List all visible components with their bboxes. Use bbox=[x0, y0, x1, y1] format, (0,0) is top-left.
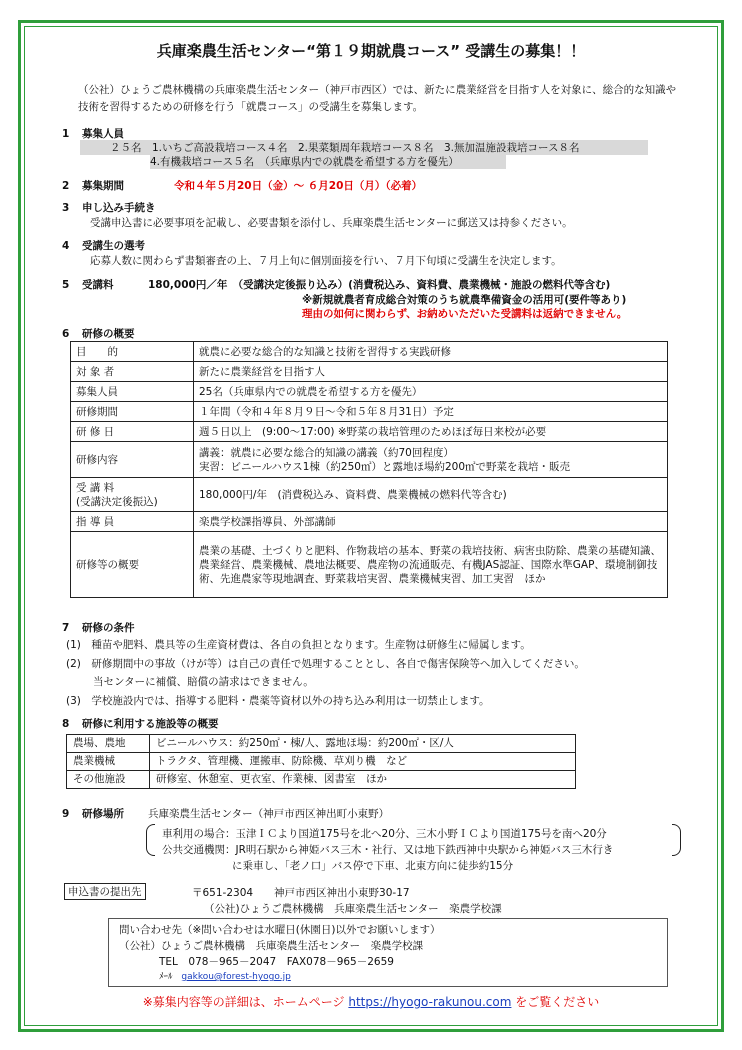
tuition-note: ※新規就農者育成総合対策のうち就農準備資金の活用可(要件等あり) bbox=[302, 294, 627, 306]
application-postal: 〒651-2304 神戸市西区神出小東野30-17 bbox=[192, 887, 410, 899]
access-transit-cont: に乗車し、「老ノ口」バス停で下車、北東方向に徒歩約15分 bbox=[232, 860, 514, 872]
right-brace bbox=[672, 824, 681, 856]
table-row bbox=[71, 402, 668, 422]
table-row bbox=[71, 532, 668, 598]
overview-key: 目 的 bbox=[71, 342, 194, 362]
table-row bbox=[71, 362, 668, 382]
section-7-heading: 7 研修の条件 bbox=[62, 622, 135, 634]
overview-key: 研 修 日 bbox=[71, 422, 194, 442]
section-6-heading: 6 研修の概要 bbox=[62, 328, 135, 340]
table-row bbox=[71, 342, 668, 362]
condition-2: (2) 研修期間中の事故（けが等）は自己の責任で処理することとし、各自で傷害保険等へ加入してください。 bbox=[66, 658, 585, 670]
course-lecture: 講義：就農に必要な総合的知識の講義（約70回程度） bbox=[199, 446, 454, 459]
table-row bbox=[71, 382, 668, 402]
overview-key: 研修内容 bbox=[71, 442, 194, 478]
course-practice: 実習：ビニールハウス1棟（約250㎡）と露地ほ場約200㎡で野菜を栽培・販売 bbox=[199, 460, 571, 473]
overview-key: 研修期間 bbox=[71, 402, 194, 422]
table-row bbox=[71, 422, 668, 442]
mail-label: ﾒｰﾙ bbox=[159, 972, 173, 982]
table-row bbox=[67, 771, 576, 789]
footer-pre: ※募集内容等の詳細は、ホームページ bbox=[142, 995, 345, 1009]
facility-key: 農業機械 bbox=[67, 753, 150, 771]
application-org: （公社)ひょうご農林機構 兵庫楽農生活センター 楽農学校課 bbox=[204, 903, 502, 915]
page-title: 兵庫楽農生活センター“第１９期就農コース” 受講生の募集！！ bbox=[156, 42, 586, 60]
overview-key: 指 導 員 bbox=[71, 512, 194, 532]
facility-key: その他施設 bbox=[67, 771, 150, 789]
selection-text: 応募人数に関わらず書類審査の上、７月上旬に個別面接を行い、７月下旬頃に受講生を決定します。 bbox=[90, 255, 562, 267]
overview-value: 楽農学校課指導員、外部講師 bbox=[194, 512, 668, 532]
location-name: 兵庫楽農生活センター（神戸市西区神出町小東野） bbox=[148, 808, 390, 820]
procedure-text: 受講申込書に必要事項を記載し、必要書類を添付し、兵庫楽農生活センターに郵送又は持参ください。 bbox=[90, 217, 573, 229]
contact-email-link[interactable]: gakkou@forest-hyogo.jp bbox=[181, 972, 291, 982]
contact-tel: TEL 078－965－2047 FAX078－965－2659 bbox=[159, 956, 394, 968]
table-row bbox=[71, 512, 668, 532]
overview-key-line2: (受講決定後振込) bbox=[76, 495, 158, 508]
footer-note bbox=[60, 993, 682, 1010]
overview-value: 就農に必要な総合的な知識と技術を習得する実践研修 bbox=[194, 342, 668, 362]
overview-value bbox=[194, 442, 668, 478]
homepage-link[interactable]: https://hyogo-rakunou.com bbox=[348, 995, 512, 1009]
contact-org: （公社）ひょうご農林機構 兵庫楽農生活センター 楽農学校課 bbox=[119, 940, 424, 952]
footer-post: をご覧ください bbox=[515, 995, 600, 1009]
table-row bbox=[71, 442, 668, 478]
overview-value: 25名（兵庫県内での就農を希望する方を優先） bbox=[194, 382, 668, 402]
application-period: 令和４年５月20日（金）～ ６月20日（月）（必着） bbox=[174, 180, 423, 192]
facility-value: 研修室、休憩室、更衣室、作業棟、図書室 ほか bbox=[150, 771, 576, 789]
condition-2-cont: 当センターに補償、賠償の請求はできません。 bbox=[93, 676, 314, 688]
overview-value: 農業の基礎、土づくりと肥料、作物栽培の基本、野菜の栽培技術、病害虫防除、農業の基礎知識、農業経営、農業機械、農地法概要、農産物の流通販売、有機JAS認証、国際水準GAP、環境制御技術、先進農家等現地調査、野菜栽培実習、農業機械実習、加工実習 ほか bbox=[194, 532, 668, 598]
table-row bbox=[71, 478, 668, 512]
overview-key bbox=[71, 478, 194, 512]
access-transit: 公共交通機関：JR明石駅から神姫バス三木・社行、又は地下鉄西神中央駅から神姫バス三木行き bbox=[162, 844, 614, 856]
section-9-heading: 9 研修場所 bbox=[62, 808, 124, 820]
overview-key-line1: 受 講 料 bbox=[76, 481, 115, 494]
overview-table bbox=[70, 341, 668, 598]
section-4-heading: 4 受講生の選考 bbox=[62, 240, 145, 252]
contact-box bbox=[108, 918, 668, 987]
section-8-heading: 8 研修に利用する施設等の概要 bbox=[62, 718, 219, 730]
left-brace bbox=[146, 824, 155, 856]
table-row bbox=[67, 753, 576, 771]
overview-key: 研修等の概要 bbox=[71, 532, 194, 598]
contact-heading: 問い合わせ先（※問い合わせは水曜日(休園日)以外でお願いします） bbox=[119, 924, 441, 936]
application-label: 申込書の提出先 bbox=[64, 883, 146, 900]
facility-key: 農場、農地 bbox=[67, 735, 150, 753]
facilities-table bbox=[66, 734, 576, 789]
facility-value: ビニールハウス：約250㎡・棟/人、露地ほ場：約200㎡・区/人 bbox=[150, 735, 576, 753]
condition-3: (3) 学校施設内では、指導する肥料・農薬等資材以外の持ち込み利用は一切禁止します。 bbox=[66, 695, 490, 707]
section-3-heading: 3 申し込み手続き bbox=[62, 202, 156, 214]
overview-value: 新たに農業経営を目指す人 bbox=[194, 362, 668, 382]
condition-1: (1) 種苗や肥料、農具等の生産資材費は、各自の負担となります。生産物は研修生に帰属します。 bbox=[66, 639, 531, 651]
overview-key: 募集人員 bbox=[71, 382, 194, 402]
overview-key: 対 象 者 bbox=[71, 362, 194, 382]
recruit-courses-line1: ２５名 1.いちご高設栽培コース４名 2.果菜類周年栽培コース８名 3.無加温施設栽培コース８名 bbox=[80, 140, 648, 155]
tuition-fee: 180,000円／年 （受講決定後振り込み）(消費税込み、資料費、農業機械・施設の燃料代等含む) bbox=[148, 279, 611, 291]
overview-value: 週５日以上 (9:00～17:00) ※野菜の栽培管理のためほぼ毎日来校が必要 bbox=[194, 422, 668, 442]
section-5-heading: 5 受講料 bbox=[62, 279, 114, 291]
facility-value: トラクタ、管理機、運搬車、防除機、草刈り機 など bbox=[150, 753, 576, 771]
section-2-heading: 2 募集期間 bbox=[62, 180, 124, 192]
recruit-courses-line2: 4.有機栽培コース５名 （兵庫県内での就農を希望する方を優先） bbox=[150, 154, 506, 169]
access-car: 車利用の場合：玉津ＩＣより国道175号を北へ20分、三木小野ＩＣより国道175号を南へ20分 bbox=[162, 828, 607, 840]
overview-value: 180,000円/年 (消費税込み、資料費、農業機械の燃料代等含む) bbox=[194, 478, 668, 512]
overview-value: １年間（令和４年８月９日～令和５年８月31日）予定 bbox=[194, 402, 668, 422]
tuition-warning: 理由の如何に関わらず、お納めいただいた受講料は返納できません。 bbox=[302, 308, 628, 320]
intro-paragraph: （公社）ひょうご農林機構の兵庫楽農生活センター（神戸市西区）では、新たに農業経営を目指す人を対象に、総合的な知識や技術を習得するための研修を行う「就農コース」の受講生を募集します。 bbox=[78, 84, 677, 113]
section-1-heading: 1 募集人員 bbox=[62, 128, 124, 140]
table-row bbox=[67, 735, 576, 753]
